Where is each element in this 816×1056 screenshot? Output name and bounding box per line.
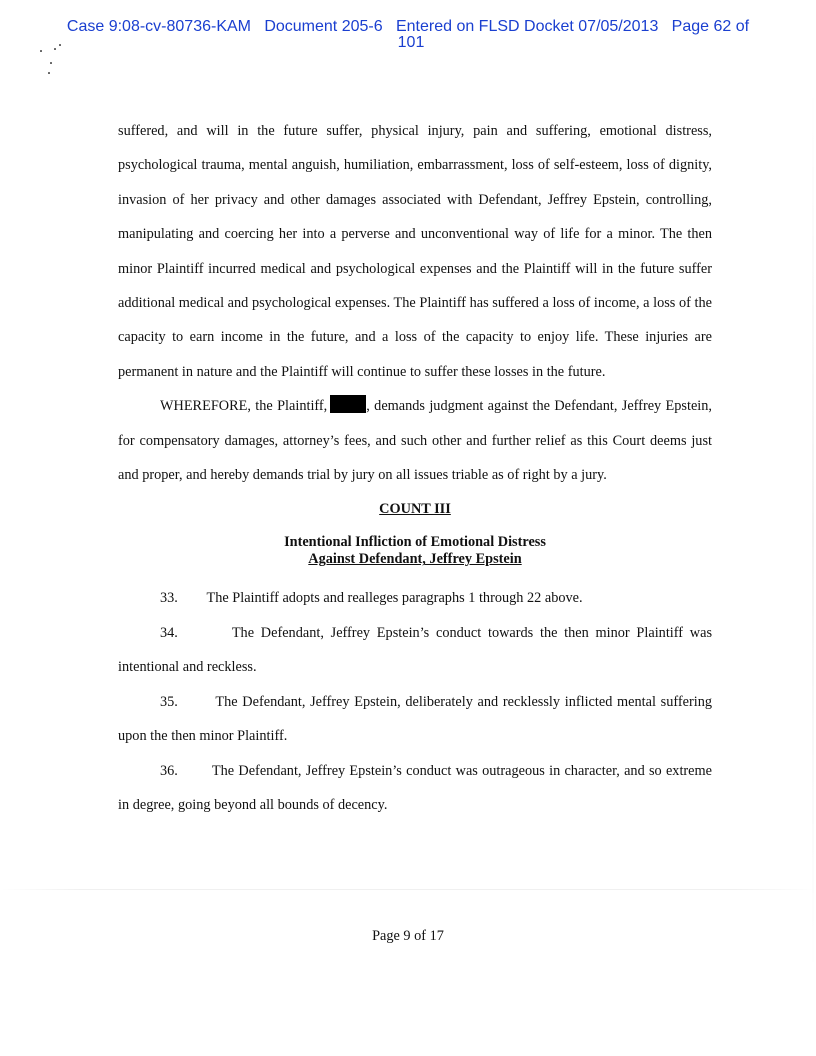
count-heading: COUNT III: [379, 501, 451, 518]
text-line: psychological trauma, mental anguish, humiliation, embarrassment, loss of self-esteem, loss of: [118, 157, 665, 174]
redaction-box: [330, 395, 366, 413]
ecf-header-line2: 101: [397, 34, 425, 51]
continued-paragraph: [118, 114, 712, 389]
text-line: will in the future suffer additional medical and psychological expenses. The Plaintiff has: [118, 260, 712, 312]
paragraph-text: The Defendant, Jeffrey Epstein’s conduct towards the then minor Plaintiff was intentional and reckless.: [118, 624, 713, 676]
text-line: minor. The then minor Plaintiff incurred medical and psychological expenses and the Plaintiff: [118, 226, 713, 277]
text-line: suffered a loss of income, a loss of the capacity to earn income in the future, and a loss of the: [118, 295, 712, 346]
scan-edge: [812, 80, 814, 980]
scan-specks: [40, 44, 70, 74]
text-line: dignity, invasion of her privacy and other damages associated with Defendant, Jeffrey Epstein,: [118, 157, 712, 208]
paragraph-text: The Defendant, Jeffrey Epstein, deliberately and recklessly inflicted mental suffering upon the then minor Plaintiff.: [118, 693, 713, 745]
paragraph-number: 36.: [160, 762, 178, 779]
wherefore-lead: WHEREFORE, the Plaintiff,: [160, 398, 328, 415]
paragraph-number: 34.: [160, 624, 178, 641]
wherefore-paragraph: [118, 389, 712, 492]
count-defendant: Against Defendant, Jeffrey Epstein: [308, 551, 522, 568]
page-footer: Page 9 of 17: [372, 928, 444, 944]
count-cause-of-action: Intentional Infliction of Emotional Distress: [284, 534, 546, 551]
paragraph-number: 33.: [160, 590, 178, 607]
text-line: controlling, manipulating and coercing her into a perverse and unconventional way of life for a: [118, 191, 712, 243]
text-line: capacity to enjoy life. These injuries are permanent in nature and the Plaintiff will continue to: [118, 329, 713, 380]
scan-artifact-line: [0, 889, 816, 890]
numbered-paragraph-34: [118, 616, 712, 685]
paragraph-text: The Defendant, Jeffrey Epstein’s conduct was outrageous in character, and so extreme in degree, going beyond all bounds of decency.: [118, 762, 712, 813]
text-line: suffer these losses in the future.: [424, 363, 606, 380]
text-line: suffered, and will in the future suffer, physical injury, pain and suffering, emotional distress,: [118, 123, 712, 139]
numbered-paragraph-36: [118, 754, 712, 823]
numbered-paragraph-35: [118, 685, 712, 754]
paragraph-text: The Plaintiff adopts and realleges paragraphs 1 through 22 above.: [206, 590, 583, 607]
paragraph-number: 35.: [160, 693, 178, 710]
ecf-header-line1: Case 9:08-cv-80736-KAM Document 205-6 Entered on FLSD Docket 07/05/2013 Page 62 of: [66, 18, 750, 35]
document-body: [118, 114, 712, 822]
wherefore-rest: , demands judgment against the Defendant, Jeffrey Epstein, for compensatory damages, attorney’s fees, and such other and further relief as this Court deems just and proper, and hereby demands trial by jury on all issues triable as of right by a jury.: [118, 398, 712, 484]
numbered-paragraph-33: [118, 581, 712, 615]
count-subheading: [118, 534, 712, 568]
ecf-filing-header: [0, 19, 816, 51]
